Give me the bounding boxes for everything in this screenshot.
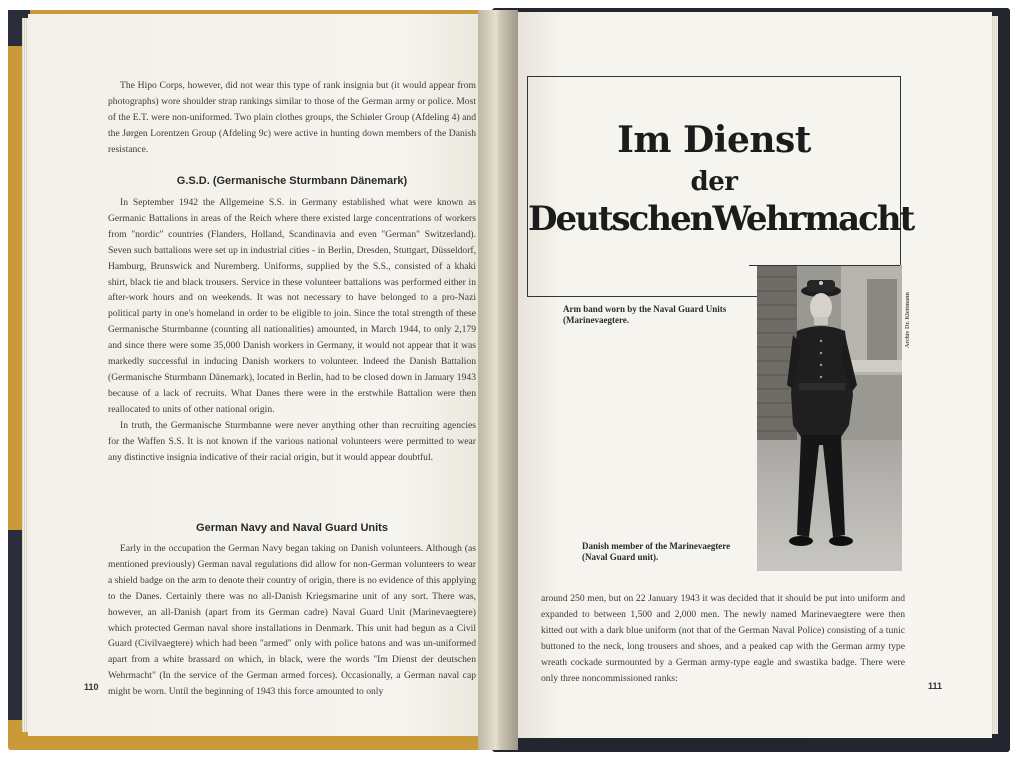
- photo-frame-line: [749, 265, 900, 266]
- soldier-photo-image: [757, 265, 902, 571]
- book-gutter: [478, 10, 518, 750]
- intro-paragraph: The Hipo Corps, however, did not wear this type of rank insignia but (it would appear from photographs) wore shoulder strap rankings similar to those of the German army or police. Most of the E.T. were non-uniformed. Two plain clothes groups, the Schiøler Group (Afdeling 4) and the Jørgen Lorentzen Group (Afdeling 9c) were active in hunting down members of the Danish resistance.: [108, 80, 476, 155]
- page-number-right: 111: [928, 681, 943, 691]
- armband-illustration: [527, 76, 914, 297]
- gsd-section-body: [108, 195, 476, 465]
- armband-line-3: DeutschenWehrmacht: [528, 199, 914, 239]
- armband-caption: Arm band worn by the Naval Guard Units (Marinevaegtere.: [563, 304, 727, 325]
- section-heading-gsd: G.S.D. (Germanische Sturmbann Dänemark): [176, 175, 408, 187]
- photo-caption: Danish member of the Marinevaegtere (Naval Guard unit).: [582, 541, 731, 562]
- gsd-paragraph-1: In September 1942 the Allgemeine S.S. in Germany established what were known as Germanic Battalions in areas of the Reich where there existed large concentrations of workers from "nordic" countries (Flanders, Holland, Scandinavia and even "German" Switzerland). Seven such battalions were set up in industrial cities - in Berlin, Dresden, Stuttgart, Düsseldorf, Hamburg, Brunswick and Nuremberg. Uniforms, supplied by the S.S., consisted of a khaki shirt, black tie and black trousers. Service in these volunteer battalions was performed either in after-work hours and on weekends. It was not necessary to have belonged to a pro-Nazi political party in one's homeland in order to be eligible to join. Since the total strength of these Germanische Sturmbanne (counting all nationalities) amounted, in March 1944, to only 2,179 and since there were some 35,000 Danish workers in Germany, it would not appear that it was markedly successful in inducing Danish workers to volunteer. Indeed the Danish Battalion (Germanische Sturmbann Dänemark), located in Berlin, had to be closed down in January 1943 because of a lack of recruits. What Danes there were in the erstwhile Battalion were then reallocated to units of other national origin.: [108, 197, 476, 415]
- gsd-paragraph-2: In truth, the Germanische Sturmbanne were never anything other than recruiting agencies for the Waffen S.S. It is not known if the various national volunteers were permitted to wear any distinctive insignia indicative of their racial origin, but it would appear doubtful.: [108, 419, 476, 463]
- section-heading-navy: German Navy and Naval Guard Units: [196, 522, 388, 534]
- soldier-photo: [757, 265, 902, 571]
- page-number-left: 110: [84, 682, 99, 692]
- continued-paragraph: around 250 men, but on 22 January 1943 it was decided that it should be put into uniform and expanded to between 1,500 and 2,000 men. The newly named Marinevaegtere were then kitted out with a dark blue uniform (not that of the German Naval Police) consisting of a tunic buttoned to the neck, long trousers and shoes, and a peaked cap with the German army type wreath cockade surmounted by a German army-type eagle and swastika badge. There were only three noncommissioned ranks:: [541, 593, 905, 684]
- armband-line-1: Im Dienst: [617, 119, 811, 161]
- photo-credit: Archiv Dr. Kleitmann: [905, 292, 911, 348]
- armband-line-2: der: [690, 167, 738, 197]
- navy-section-body: Early in the occupation the German Navy began taking on Danish volunteers. Although (as mentioned previously) German naval regulations did allow for non-German volunteers to wear a shield badge on the arm to denote their country of origin, there is no evidence of this applying to the Danes. Certainly there was no all-Danish Kriegsmarine unit of any sort. There was, however, an all-Danish (apart from its German cadre) Naval Guard Unit (Marinevaegtere) which protected German naval shore installations in Denmark. This unit had begun as a Civil Guard (Civilvaegtere) which had been "armed" only with police batons and was un-uniformed apart from a white brassard on which, in black, were the words "Im Dienst der deutschen Wehrmacht" (In the service of the German armed forces). Occasionally, a German naval cap might be worn. Until the beginning of 1943 this force amounted to only: [108, 543, 476, 698]
